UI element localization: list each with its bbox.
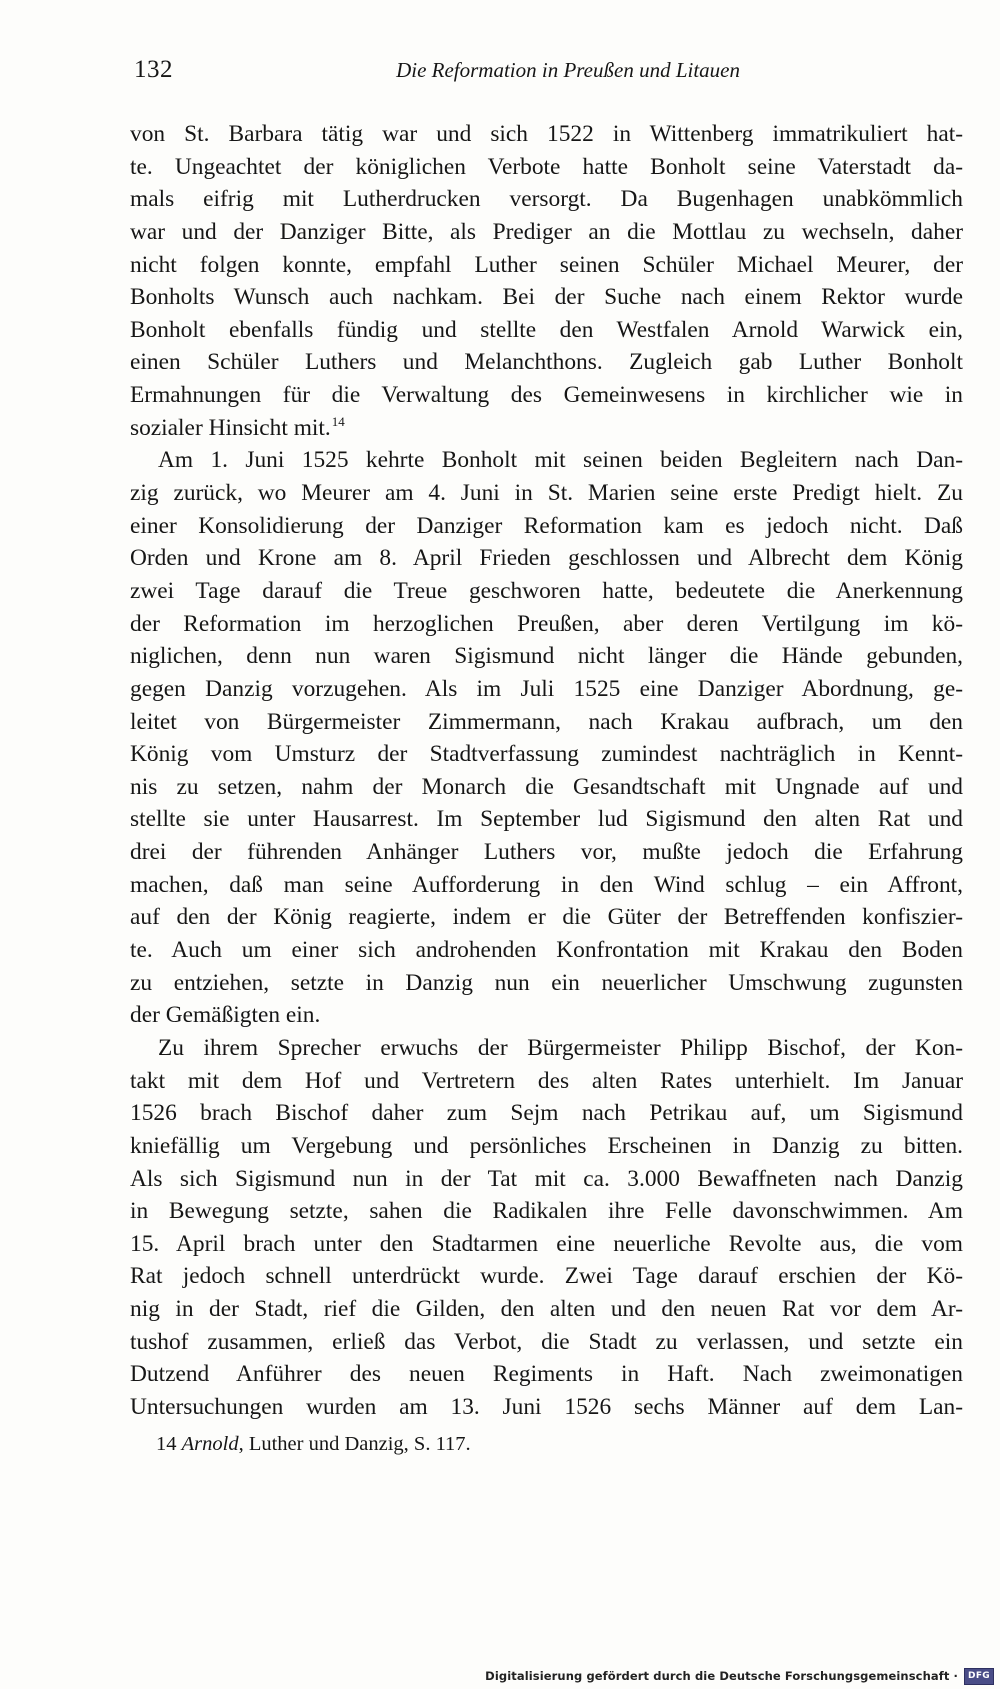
running-head <box>134 56 740 92</box>
text-line: 1526 brach Bischof daher zum Sejm nach Petrikau auf, um Sigismund <box>130 1100 963 1127</box>
footnote-reference[interactable]: 14 <box>331 413 345 429</box>
text-line: Orden und Krone am 8. April Frieden geschlossen und Albrecht dem König <box>130 545 963 572</box>
text-line: kniefällig um Vergebung und persönliches Erscheinen in Danzig zu bitten. <box>130 1132 963 1159</box>
text-line: König vom Umsturz der Stadtverfassung zumindest nachträglich in Kennt- <box>130 741 963 768</box>
text-line: drei der führenden Anhänger Luthers vor, mußte jedoch die Erfahrung <box>130 839 963 866</box>
text-line: niglichen, denn nun waren Sigismund nicht länger die Hände gebunden, <box>130 643 963 670</box>
digitization-footer <box>0 1666 1000 1689</box>
text-line: 15. April brach unter den Stadtarmen eine neuerliche Revolte aus, die vom <box>130 1230 963 1257</box>
text-line: der Reformation im herzoglichen Preußen, aber deren Vertilgung im kö- <box>130 610 963 637</box>
body-text <box>130 118 963 1424</box>
text-line: te. Auch um einer sich androhenden Konfrontation mit Krakau den Boden <box>130 937 963 964</box>
text-line: te. Ungeachtet der königlichen Verbote hatte Bonholt seine Vaterstadt da- <box>130 153 963 180</box>
dfg-logo-icon: DFG <box>964 1668 994 1685</box>
text-line: zig zurück, wo Meurer am 4. Juni in St. Marien seine erste Predigt hielt. Zu <box>130 480 963 507</box>
running-title: Die Reformation in Preußen und Litauen <box>396 58 740 82</box>
text-line: machen, daß man seine Aufforderung in den Wind schlug – ein Affront, <box>130 871 963 898</box>
text-line: nis zu setzen, nahm der Monarch die Gesandtschaft mit Ungnade auf und <box>130 773 963 800</box>
text-line: war und der Danziger Bitte, als Prediger an die Mottlau zu wechseln, daher <box>130 218 963 245</box>
page-number: 132 <box>134 56 173 83</box>
text-line: in Bewegung setzte, sahen die Radikalen ihre Felle davonschwimmen. Am <box>130 1198 963 1225</box>
text-line: auf den der König reagierte, indem er die Güter der Betreffenden konfiszier- <box>130 904 963 931</box>
text-line: der Gemäßigten ein. <box>130 1002 321 1029</box>
text-line: mals eifrig mit Lutherdrucken versorgt. Da Bugenhagen unabkömmlich <box>130 186 963 213</box>
text-line: zu entziehen, setzte in Danzig nun ein neuerlicher Umschwung zugunsten <box>130 969 963 996</box>
footnote-author: Arnold <box>181 1433 239 1455</box>
text-line: tushof zusammen, erließ das Verbot, die Stadt zu verlassen, und setzte ein <box>130 1328 963 1355</box>
text-line: gegen Danzig vorzugehen. Als im Juli 1525 eine Danziger Abordnung, ge- <box>130 675 963 702</box>
text-line: einer Konsolidierung der Danziger Reformation kam es jedoch nicht. Daß <box>130 512 963 539</box>
text-line: einen Schüler Luthers und Melanchthons. Zugleich gab Luther Bonholt <box>130 349 963 376</box>
text-line: zwei Tage darauf die Treue geschworen hatte, bedeutete die Anerkennung <box>130 577 963 604</box>
text-line: leitet von Bürgermeister Zimmermann, nach Krakau aufbrach, um den <box>130 708 963 735</box>
text-line: Am 1. Juni 1525 kehrte Bonholt mit seinen beiden Begleitern nach Dan- <box>158 447 963 474</box>
text-line: Dutzend Anführer des neuen Regiments in Haft. Nach zweimonatigen <box>130 1361 963 1388</box>
footnote <box>156 1433 471 1456</box>
text-line: takt mit dem Hof und Vertretern des alten Rates unterhielt. Im Januar <box>130 1067 963 1094</box>
text-line: Zu ihrem Sprecher erwuchs der Bürgermeister Philipp Bischof, der Kon- <box>158 1034 963 1061</box>
text-line: Ermahnungen für die Verwaltung des Gemeinwesens in kirchlicher wie in <box>130 382 963 409</box>
footnote-text: , Luther und Danzig, S. 117. <box>238 1433 471 1455</box>
text-line: Rat jedoch schnell unterdrückt wurde. Zwei Tage darauf erschien der Kö- <box>130 1263 963 1290</box>
text-line-content: sozialer Hinsicht mit. <box>130 414 331 441</box>
text-line: Bonholt ebenfalls fündig und stellte den Westfalen Arnold Warwick ein, <box>130 316 963 343</box>
text-line: Als sich Sigismund nun in der Tat mit ca. 3.000 Bewaffneten nach Danzig <box>130 1165 963 1192</box>
text-line: nig in der Stadt, rief die Gilden, den alten und den neuen Rat vor dem Ar- <box>130 1296 963 1323</box>
text-line: stellte sie unter Hausarrest. Im September lud Sigismund den alten Rat und <box>130 806 963 833</box>
funding-credit: Digitalisierung gefördert durch die Deutsche Forschungsgemeinschaft · <box>485 1669 958 1683</box>
footnote-number: 14 <box>156 1433 177 1455</box>
text-line: nicht folgen konnte, empfahl Luther seinen Schüler Michael Meurer, der <box>130 251 963 278</box>
text-line <box>130 412 963 445</box>
text-line: Untersuchungen wurden am 13. Juni 1526 sechs Männer auf dem Lan- <box>130 1393 963 1420</box>
text-line: von St. Barbara tätig war und sich 1522 in Wittenberg immatrikuliert hat- <box>130 121 963 147</box>
text-line: Bonholts Wunsch auch nachkam. Bei der Suche nach einem Rektor wurde <box>130 284 963 311</box>
